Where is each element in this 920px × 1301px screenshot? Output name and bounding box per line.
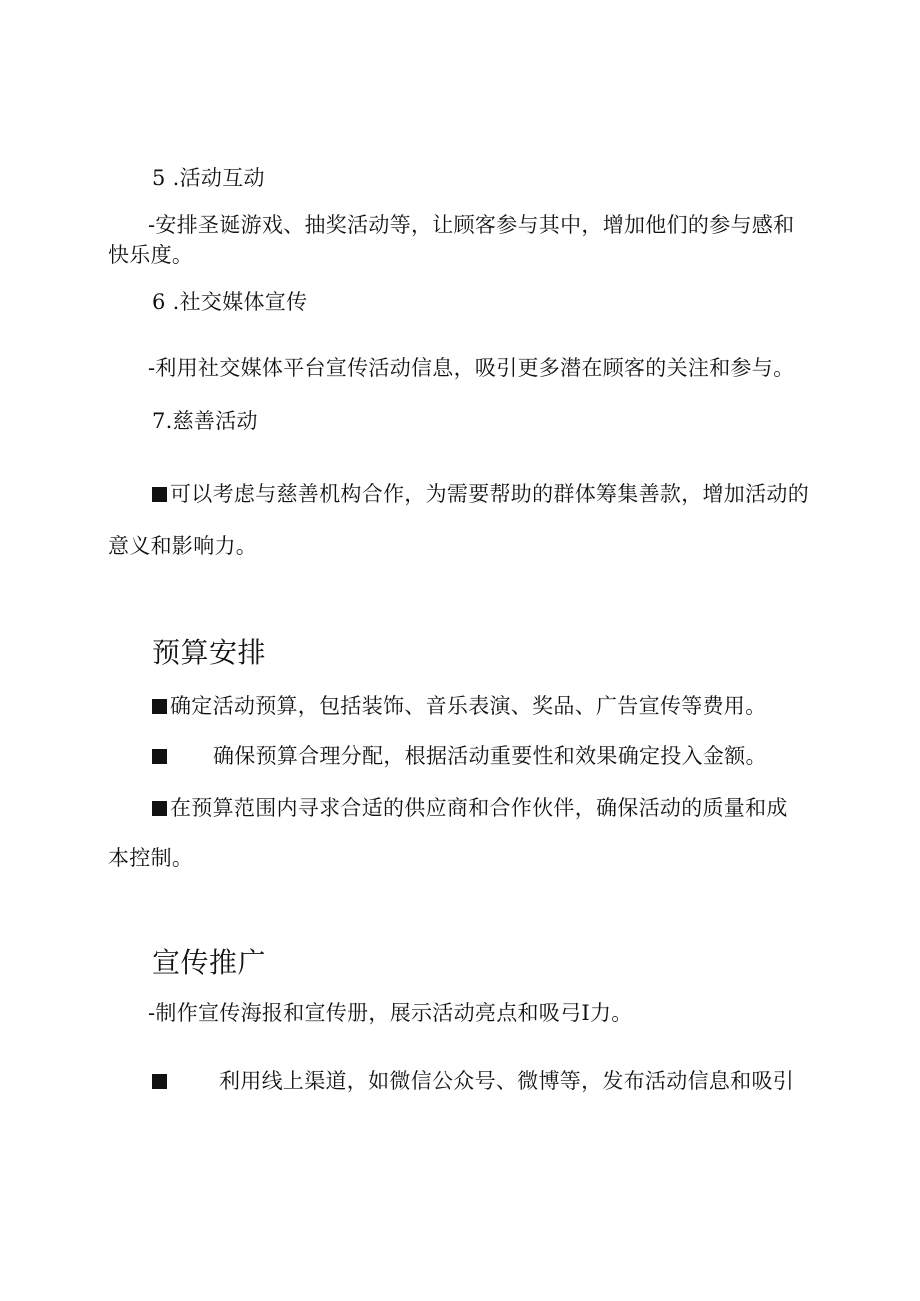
promotion-bullet-2 [152, 1068, 794, 1094]
budget-bullet-1 [152, 693, 766, 719]
bullet-square-icon [152, 699, 167, 714]
item-7-text-line-1-content: 可以考虑与慈善机构合作，为需要帮助的群体筹集善款，增加活动的 [170, 482, 809, 506]
item-5-text-line-2: 快乐度。 [108, 243, 194, 267]
promotion-bullet-2-text: 利用线上渠道，如微信公众号、微博等，发布活动信息和吸引 [219, 1069, 795, 1093]
budget-heading: 预算安排 [152, 636, 267, 669]
item-7-title: 7.慈善活动 [152, 409, 258, 433]
budget-bullet-1-text: 确定活动预算，包括装饰、音乐表演、奖品、广告宣传等费用。 [170, 694, 767, 718]
item-6-text: -利用社交媒体平台宣传活动信息，吸引更多潜在顾客的关注和参与。 [148, 356, 795, 380]
budget-bullet-3-line-1 [152, 795, 788, 821]
budget-bullet-3-line-2: 本控制。 [108, 846, 194, 870]
item-5-title: 5 .活动互动 [152, 166, 265, 190]
promotion-heading: 宣传推广 [152, 946, 267, 979]
budget-bullet-2 [152, 743, 767, 769]
bullet-square-icon [152, 487, 167, 502]
bullet-square-icon [152, 801, 167, 816]
bullet-square-icon [152, 749, 167, 764]
bullet-square-icon [152, 1074, 167, 1089]
item-7-text-line-1 [152, 481, 809, 507]
budget-bullet-3-text-line-1: 在预算范围内寻求合适的供应商和合作伙伴，确保活动的质量和成 [170, 796, 788, 820]
budget-bullet-2-text: 确保预算合理分配，根据活动重要性和效果确定投入金额。 [213, 744, 767, 768]
item-7-text-line-2: 意义和影响力。 [108, 534, 258, 558]
promotion-item-1: -制作宣传海报和宣传册，展示活动亮点和吸弓I力。 [148, 1001, 633, 1025]
item-6-title: 6 .社交媒体宣传 [152, 290, 308, 314]
item-5-text-line-1: -安排圣诞游戏、抽奖活动等，让顾客参与其中，增加他们的参与感和 [148, 213, 795, 237]
